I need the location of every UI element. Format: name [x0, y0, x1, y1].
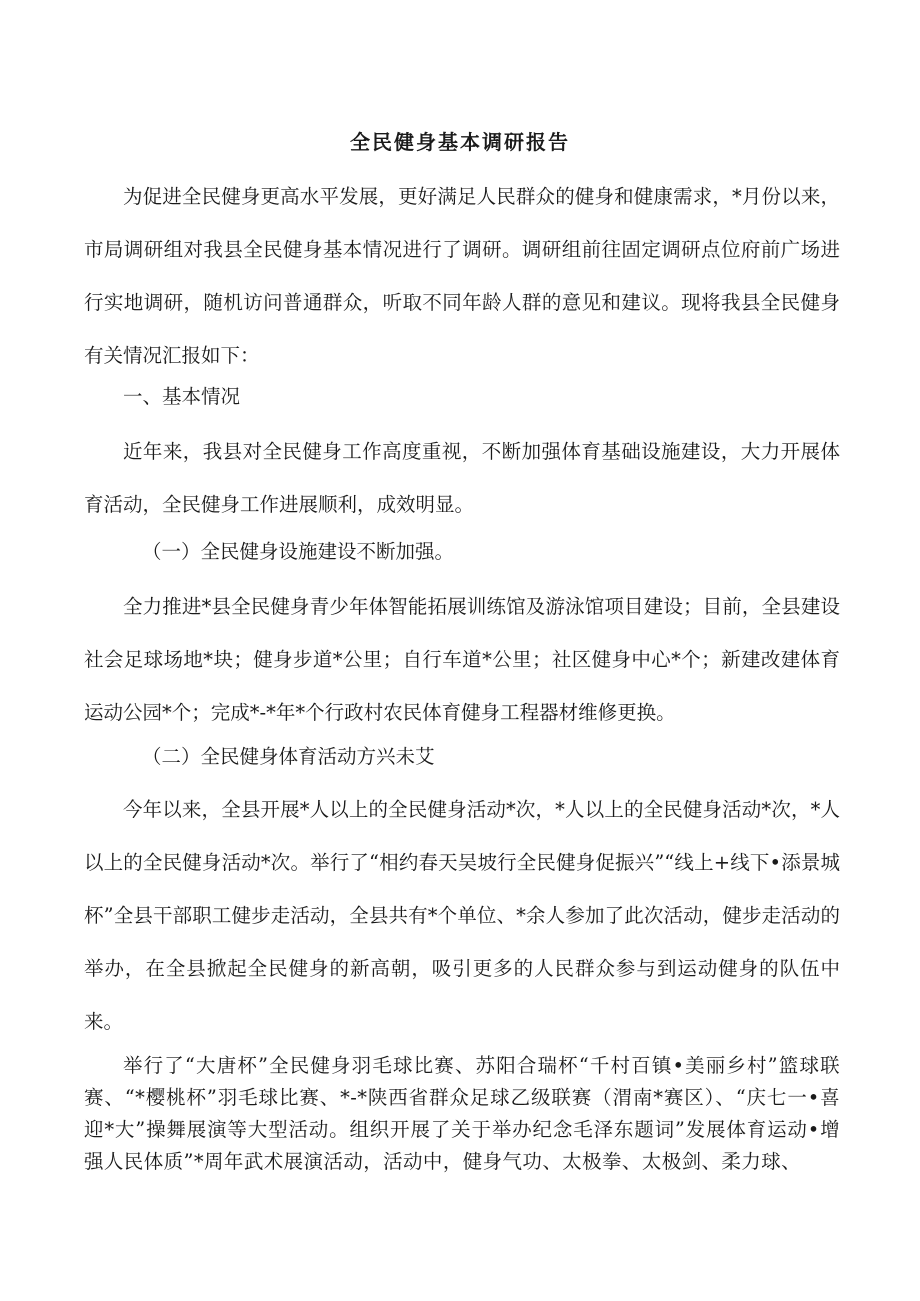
subsection1-body-paragraph: 全力推进*县全民健身青少年体智能拓展训练馆及游泳馆项目建设；目前，全县建设社会足球场地*块；健身步道*公里；自行车道*公里；社区健身中心*个；新建改建体育运动公园*个；完成*-*年*个行政村农民体育健身工程器材维修更换。	[84, 595, 840, 724]
intro-paragraph: 为促进全民健身更高水平发展，更好满足人民群众的健身和健康需求，*月份以来，市局调研组对我县全民健身基本情况进行了调研。调研组前往固定调研点位府前广场进行实地调研，随机访问普通群众，听取不同年龄人群的意见和建议。现将我县全民健身有关情况汇报如下：	[84, 185, 840, 367]
subsection2-body-paragraph-2: 举行了“大唐杯”全民健身羽毛球比赛、苏阳合瑞杯“千村百镇•美丽乡村”篮球联赛、“*樱桃杯”羽毛球比赛、*-*陕西省群众足球乙级联赛（渭南*赛区）、“庆七一•喜迎*大”操舞展演等大型活动。组织开展了关于举办纪念毛泽东题词”发展体育运动•增强人民体质”*周年武术展演活动，活动中，健身气功、太极拳、太极剑、柔力球、	[84, 1054, 840, 1173]
document-title: 全民健身基本调研报告	[350, 130, 570, 154]
section-heading-basic-situation: 一、基本情况	[123, 385, 241, 408]
subsection-heading-facilities: （一）全民健身设施建设不断加强。	[142, 540, 455, 563]
section1-intro-paragraph: 近年来，我县对全民健身工作高度重视，不断加强体育基础设施建设，大力开展体育活动，全民健身工作进展顺利，成效明显。	[84, 440, 840, 516]
subsection-heading-activities: （二）全民健身体育活动方兴未艾	[142, 745, 435, 768]
subsection2-body-paragraph: 今年以来，全县开展*人以上的全民健身活动*次，*人以上的全民健身活动*次，*人以上的全民健身活动*次。举行了“相约春天吴坡行全民健身促振兴”“线上+线下•添景城杯”全县干部职工健步走活动，全县共有*个单位、*余人参加了此次活动，健步走活动的举办，在全县掀起全民健身的新高朝，吸引更多的人民群众参与到运动健身的队伍中来。	[84, 798, 840, 1033]
